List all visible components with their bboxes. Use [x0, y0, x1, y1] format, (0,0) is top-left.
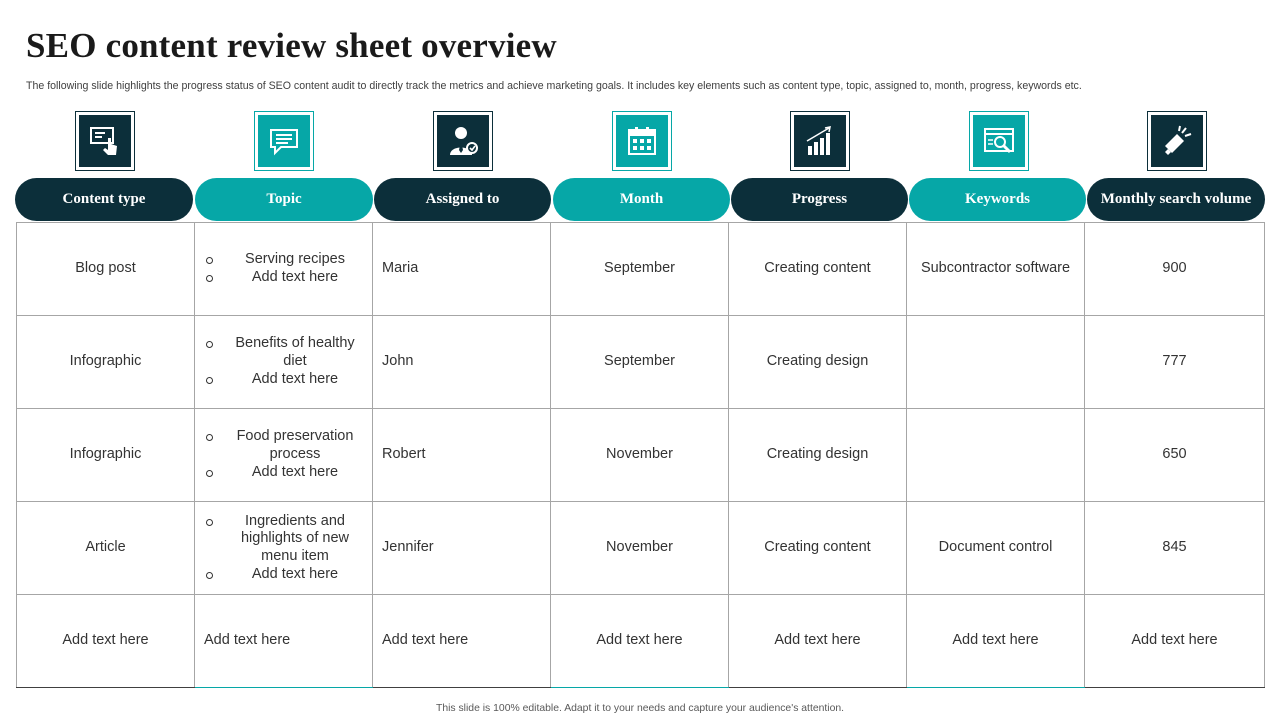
topic-bullet: Add text here — [204, 269, 366, 287]
assigned-to-icon-box — [433, 111, 493, 171]
cell-volume: Add text here — [1085, 595, 1265, 688]
megaphone-icon — [1160, 124, 1194, 158]
table-row — [17, 409, 1265, 502]
cell-progress: Creating design — [729, 316, 907, 409]
search-browser-icon — [982, 124, 1016, 158]
cell-assigned-to: Maria — [373, 223, 551, 316]
content-review-table — [16, 222, 1265, 688]
table-row — [17, 502, 1265, 595]
cell-month: September — [551, 223, 729, 316]
monthly-search-volume-icon-box — [1147, 111, 1207, 171]
page-subtitle: The following slide highlights the progress status of SEO content audit to directly track the metrics and achieve marketing goals. It includes key elements such as content type, topic, assigned to, month, progress, keywords etc. — [26, 80, 1082, 92]
cell-progress: Creating content — [729, 502, 907, 595]
header-month: Month — [553, 178, 730, 221]
cell-topic — [195, 316, 373, 409]
cell-month: September — [551, 316, 729, 409]
cell-progress: Creating content — [729, 223, 907, 316]
topic-bullet: Food preservation process — [204, 428, 366, 463]
month-icon-box — [612, 111, 672, 171]
header-keywords: Keywords — [909, 178, 1086, 221]
cell-content-type: Blog post — [17, 223, 195, 316]
cell-topic — [195, 502, 373, 595]
footer-note: This slide is 100% editable. Adapt it to your needs and capture your audience's attention. — [435, 703, 845, 714]
calendar-icon — [625, 124, 659, 158]
cell-keywords: Add text here — [907, 595, 1085, 688]
cell-keywords: Document control — [907, 502, 1085, 595]
cell-assigned-to: Robert — [373, 409, 551, 502]
cell-progress: Add text here — [729, 595, 907, 688]
header-topic: Topic — [195, 178, 373, 221]
cell-keywords — [907, 409, 1085, 502]
topic-bullet: Ingredients and highlights of new menu item — [204, 513, 366, 566]
cell-assigned-to: Add text here — [373, 595, 551, 688]
topic-bullet: Add text here — [204, 566, 366, 584]
cell-volume: 900 — [1085, 223, 1265, 316]
bar-chart-icon — [803, 124, 837, 158]
header-content-type: Content type — [15, 178, 193, 221]
cell-topic — [195, 409, 373, 502]
cell-volume: 777 — [1085, 316, 1265, 409]
cell-month: Add text here — [551, 595, 729, 688]
keywords-icon-box — [969, 111, 1029, 171]
table-row — [17, 595, 1265, 688]
speech-bubble-icon — [267, 124, 301, 158]
content-type-icon-box — [75, 111, 135, 171]
cell-progress: Creating design — [729, 409, 907, 502]
header-monthly-search-volume: Monthly search volume — [1087, 178, 1265, 221]
cell-keywords — [907, 316, 1085, 409]
table-row — [17, 316, 1265, 409]
cell-assigned-to: Jennifer — [373, 502, 551, 595]
topic-bullet: Benefits of healthy diet — [204, 335, 366, 370]
topic-bullet: Serving recipes — [204, 251, 366, 269]
cell-volume: 650 — [1085, 409, 1265, 502]
progress-icon-box — [790, 111, 850, 171]
cell-content-type: Add text here — [17, 595, 195, 688]
cell-content-type: Infographic — [17, 409, 195, 502]
table-row — [17, 223, 1265, 316]
header-progress: Progress — [731, 178, 908, 221]
cell-month: November — [551, 502, 729, 595]
cell-content-type: Article — [17, 502, 195, 595]
cell-volume: 845 — [1085, 502, 1265, 595]
cell-assigned-to: John — [373, 316, 551, 409]
cell-month: November — [551, 409, 729, 502]
page-title: SEO content review sheet overview — [26, 26, 557, 65]
header-assigned-to: Assigned to — [374, 178, 551, 221]
topic-bullet: Add text here — [204, 464, 366, 482]
hand-click-icon — [88, 124, 122, 158]
cell-content-type: Infographic — [17, 316, 195, 409]
cell-keywords: Subcontractor software — [907, 223, 1085, 316]
person-icon — [446, 124, 480, 158]
cell-topic: Add text here — [195, 595, 373, 688]
topic-icon-box — [254, 111, 314, 171]
cell-topic — [195, 223, 373, 316]
topic-bullet: Add text here — [204, 371, 366, 389]
